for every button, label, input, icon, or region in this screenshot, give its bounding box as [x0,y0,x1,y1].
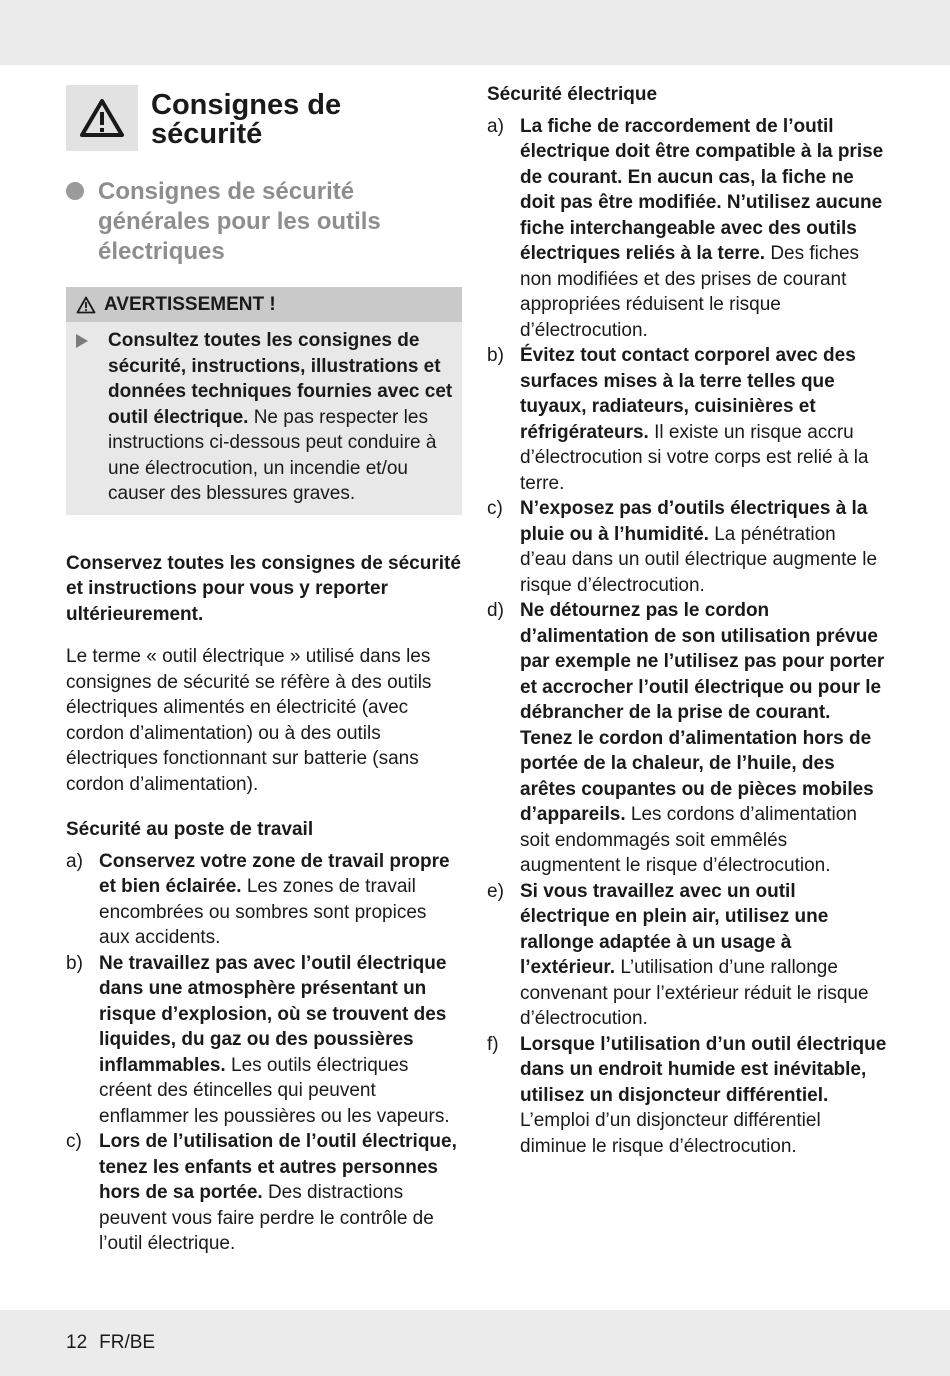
list-item [487,879,887,1032]
list-item [66,849,462,951]
item-bold-text: Lors de l’utilisation de l’outil électrique, tenez les enfants et autres personnes hors de sa portée. [99,1131,457,1203]
left-column [66,85,462,1257]
item-plain-text: Les outils électriques créent des étincelles qui peuvent enflammer les poussières ou les vapeurs. [99,1054,450,1127]
item-body [520,496,887,598]
warning-plain-text: Ne pas respecter les instructions ci-dessous peut conduire à une électrocution, un incendie et/ou causer des blessures graves. [108,406,437,504]
item-letter: b) [66,952,83,974]
warning-icon-box [66,85,138,151]
workplace-list [66,849,462,1257]
item-letter: e) [487,880,504,902]
item-body [520,1032,887,1160]
item-body [99,1129,462,1257]
list-item [487,114,887,344]
definition-paragraph: Le terme « outil électrique » utilisé dans les consignes de sécurité se réfère à des outils électriques alimentés en électricité (avec cordon d’alimentation) ou à des outils électriques fonctionnant sur batterie (sans cordon d’alimentation). [66,646,432,795]
warning-heading: AVERTISSEMENT ! [104,293,276,315]
item-bold-text: Ne travaillez pas avec l’outil électrique dans une atmosphère présentant un risque d’explosion, où se trouvent des liquides, du gaz ou des poussières inflammables. [99,952,447,1076]
electrical-heading: Sécurité électrique [487,84,658,105]
bullet-dot-icon [66,182,84,200]
section-subtitle [66,177,462,267]
item-plain-text: La pénétration d’eau dans un outil électrique augmente le risque d’électrocution. [520,523,878,596]
list-item [487,343,887,496]
item-plain-text: L’utilisation d’une rallonge convenant pour l’extérieur réduit le risque d’électrocution. [520,957,869,1029]
item-bold-text: Évitez tout contact corporel avec des surfaces mises à la terre telles que tuyaux, radiateurs, cuisinières et réfrigérateurs. [520,345,856,443]
item-bold-text: Si vous travaillez avec un outil électrique en plein air, utilisez une rallonge adaptée à un usage à l’extérieur. [520,880,829,978]
small-warning-icon [76,296,96,314]
item-bold-text: La fiche de raccordement de l’outil électrique doit être compatible à la prise de courant. En aucun cas, la fiche ne doit pas être modifiée. N’utilisez aucune fiche interchangeable avec des outils électriques reliés à la terre. [520,115,884,264]
item-bold-text: N’exposez pas d’outils électriques à la pluie ou à l’humidité. [520,498,868,545]
title-row [66,85,462,151]
item-body [99,951,462,1130]
item-bold-text: Ne détournez pas le cordon d’alimentation de son utilisation prévue par exemple ne l’utilisez pas pour porter et accrocher l’outil électrique ou pour le débrancher de la prise de courant. Tenez le cordon d’alimentation hors de portée de la chaleur, de l’huile, des arêtes coupantes ou de pièces mobiles d’appareils. [520,600,885,825]
item-letter: b) [487,345,504,366]
item-letter: a) [66,850,83,872]
item-body [520,114,887,344]
list-item [487,598,887,879]
item-letter: c) [487,498,503,519]
list-item [487,1032,887,1160]
list-item [66,951,462,1130]
top-band [0,0,950,65]
electrical-list [487,114,887,1160]
triangle-bullet-icon [76,334,88,348]
item-letter: f) [487,1033,499,1055]
item-plain-text: Les zones de travail encombrées ou sombres sont propices aux accidents. [99,876,427,948]
item-letter: d) [487,600,504,621]
keep-instructions-note: Conservez toutes les consignes de sécurité et instructions pour vous y reporter ultérieurement. [66,552,461,625]
item-body [99,849,462,951]
footer [66,1332,167,1354]
warning-bold-text: Consultez toutes les consignes de sécurité, instructions, illustrations et données techniques fournies avec cet outil électrique. [108,330,453,428]
list-item [66,1129,462,1257]
warning-triangle-icon [79,98,125,138]
page-number: 12 [66,1332,88,1353]
item-plain-text: Des fiches non modifiées et des prises de courant appropriées réduisent le risque d’électrocution. [520,243,860,341]
warning-panel [66,287,462,515]
subtitle-text: Consignes de sécurité générales pour les outils électriques [98,178,381,265]
item-plain-text: Des distractions peuvent vous faire perdre le contrôle de l’outil électrique. [99,1182,434,1254]
item-plain-text: Les cordons d’alimentation soit endommagés soit emmêlés augmentent le risque d’électrocution. [520,804,857,876]
page-title: Consignes de sécurité [151,89,342,150]
item-bold-text: Conservez votre zone de travail propre et bien éclairée. [99,850,450,897]
right-column [487,82,887,1159]
item-plain-text: Il existe un risque accru d’électrocution si votre corps est relié à la terre. [520,421,869,494]
item-letter: c) [66,1131,82,1152]
item-body [520,598,887,879]
item-letter: a) [487,115,504,137]
locale-code: FR/BE [99,1332,156,1353]
warning-body [66,322,462,515]
item-body [520,879,887,1032]
workplace-heading: Sécurité au poste de travail [66,819,314,840]
warning-header [66,287,462,322]
list-item [487,496,887,598]
item-bold-text: Lorsque l’utilisation d’un outil électrique dans un endroit humide est inévitable, utilisez un disjoncteur différentiel. [520,1033,887,1106]
item-plain-text: L’emploi d’un disjoncteur différentiel diminue le risque d’électrocution. [520,1110,821,1157]
warning-text [108,328,454,507]
item-body [520,343,887,496]
